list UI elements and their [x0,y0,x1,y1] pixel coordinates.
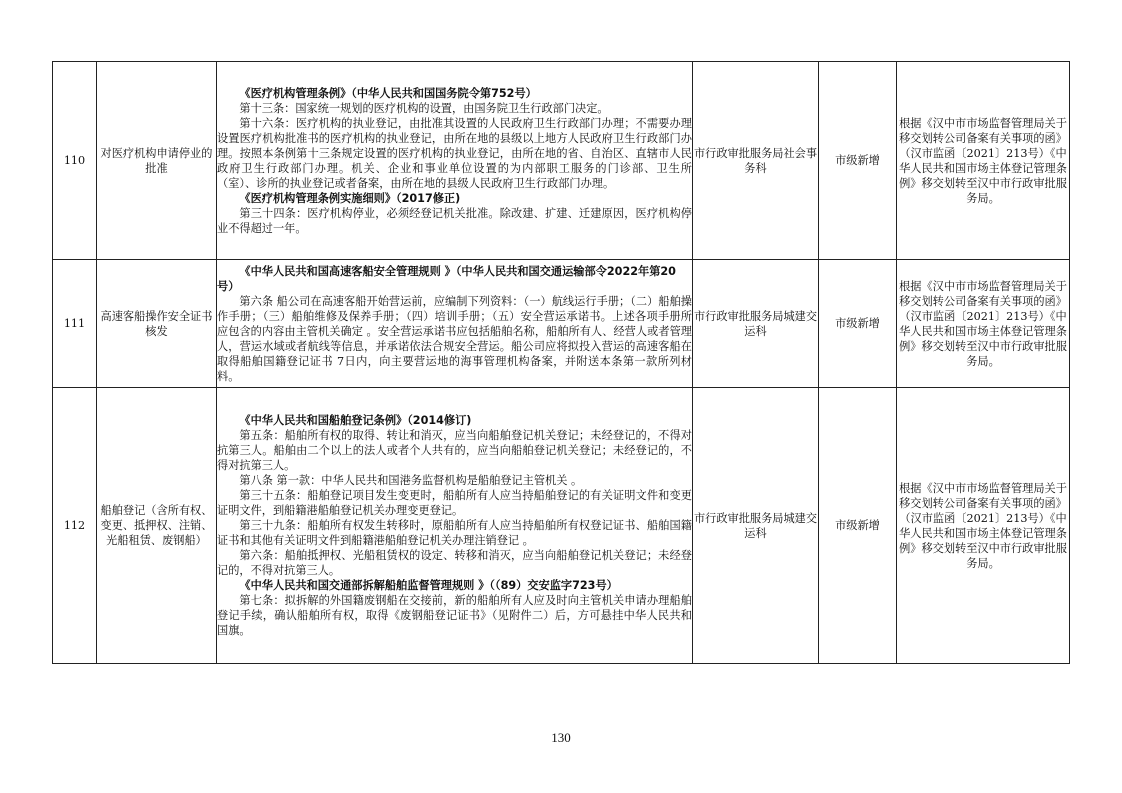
page-number: 130 [551,730,571,745]
law-article: 第三十九条：船舶所有权发生转移时，原船舶所有人应当持船舶所有权登记证书、船舶国籍证书和其他有关证明文件到船籍港船舶登记机关办理注销登记 。 [217,519,692,547]
law-article: 第三十四条：医疗机构停业，必须经登记机关批准。除改建、扩建、迁建原因，医疗机构停业不得超过一年。 [217,206,692,235]
law-title: 《中华人民共和国交通部拆解船舶监督管理规则 》（（89）交安监字723号） [239,579,618,592]
change-type: 市级新增 [819,388,897,664]
item-name: 高速客船操作安全证书核发 [97,260,217,388]
remark: 根据《汉中市市场监督管理局关于移交划转公司备案有关事项的函》（汉市监函〔2021〕213号）《中华人民共和国市场主体登记管理条例》移交划转至汉中市行政审批服务局。 [897,388,1070,664]
law-title: 《医疗机构管理条例》（中华人民共和国国务院令第752号） [239,86,537,100]
remark: 根据《汉中市市场监督管理局关于移交划转公司备案有关事项的函》（汉市监函〔2021〕213号）《中华人民共和国市场主体登记管理条例》移交划转至汉中市行政审批服务局。 [897,62,1070,260]
law-article: 第六条 船公司在高速客船开始营运前，应编制下列资料：（一）航线运行手册；（二）船舶操作手册；（三）船舶维修及保养手册；（四）培训手册；（五）安全营运承诺书。上述各项手册所应包含的内容由主管机关确定 。安全营运承诺书应包括船舶名称，船舶所有人、经营人或者管理人，营运水域或者航线等信息，并承诺依法合规安全营运。船公司应将拟投入营运的高速客船在取得船舶国籍登记证书 7日内，向主要营运地的海事管理机构备案，并附送本条第一款所列材料。 [217,294,692,383]
responsible-department: 市行政审批服务局社会事务科 [693,62,819,260]
item-name: 对医疗机构申请停业的批准 [97,62,217,260]
remark: 根据《汉中市市场监督管理局关于移交划转公司备案有关事项的函》（汉市监函〔2021〕213号）《中华人民共和国市场主体登记管理条例》移交划转至汉中市行政审批服务局。 [897,260,1070,388]
table-row-110 [53,62,1070,260]
law-title: 《中华人民共和国高速客船安全管理规则 》（中华人民共和国交通运输部令2022年第20号） [217,264,676,293]
change-type: 市级新增 [819,62,897,260]
law-article: 第五条：船舶所有权的取得、转让和消灭，应当向船舶登记机关登记；未经登记的，不得对抗第三人。船舶由二个以上的法人或者个人共有的，应当向船舶登记机关登记；未经登记的，不得对抗第三人。 [217,429,692,472]
legal-basis [217,388,693,664]
legal-basis [217,62,693,260]
law-title: 《中华人民共和国船舶登记条例》（2014修订) [239,414,472,427]
row-number: 112 [53,388,97,664]
table-row-111 [53,260,1070,388]
law-title: 《医疗机构管理条例实施细则》（2017修正) [239,191,461,205]
law-article: 第十六条：医疗机构的执业登记，由批准其设置的人民政府卫生行政部门办理；不需要办理设置医疗机构批准书的医疗机构的执业登记，由所在地的县级以上地方人民政府卫生行政部门办理。按照本条例第十三条规定设置的医疗机构的执业登记，由所在地的省、自治区、直辖市人民政府卫生行政部门办理。机关、企业和事业单位设置的为内部职工服务的门诊部、卫生所（室）、诊所的执业登记或者备案，由所在地的县级人民政府卫生行政部门办理。 [217,116,692,190]
row-number: 111 [53,260,97,388]
legal-basis [217,260,693,388]
table-row-112 [53,388,1070,664]
item-name: 船舶登记（含所有权、变更、抵押权、注销、光船租赁、废钢船） [97,388,217,664]
law-article: 第十三条：国家统一规划的医疗机构的设置，由国务院卫生行政部门决定。 [239,101,609,115]
items-table [52,61,1070,664]
responsible-department: 市行政审批服务局城建交运科 [693,388,819,664]
law-article: 第三十五条：船舶登记项目发生变更时，船舶所有人应当持船舶登记的有关证明文件和变更证明文件，到船籍港船舶登记机关办理变更登记。 [217,489,692,517]
law-article: 第七条：拟拆解的外国籍废钢船在交接前，新的船舶所有人应及时向主管机关申请办理船舶登记手续，确认船舶所有权，取得《废钢船登记证书》（见附件二）后，方可悬挂中华人民共和国旗。 [217,594,692,637]
law-article: 第六条：船舶抵押权、光船租赁权的设定、转移和消灭，应当向船舶登记机关登记；未经登记的，不得对抗第三人。 [217,549,692,577]
law-article: 第八条 第一款：中华人民共和国港务监督机构是船舶登记主管机关 。 [239,474,583,487]
responsible-department: 市行政审批服务局城建交运科 [693,260,819,388]
row-number: 110 [53,62,97,260]
change-type: 市级新增 [819,260,897,388]
